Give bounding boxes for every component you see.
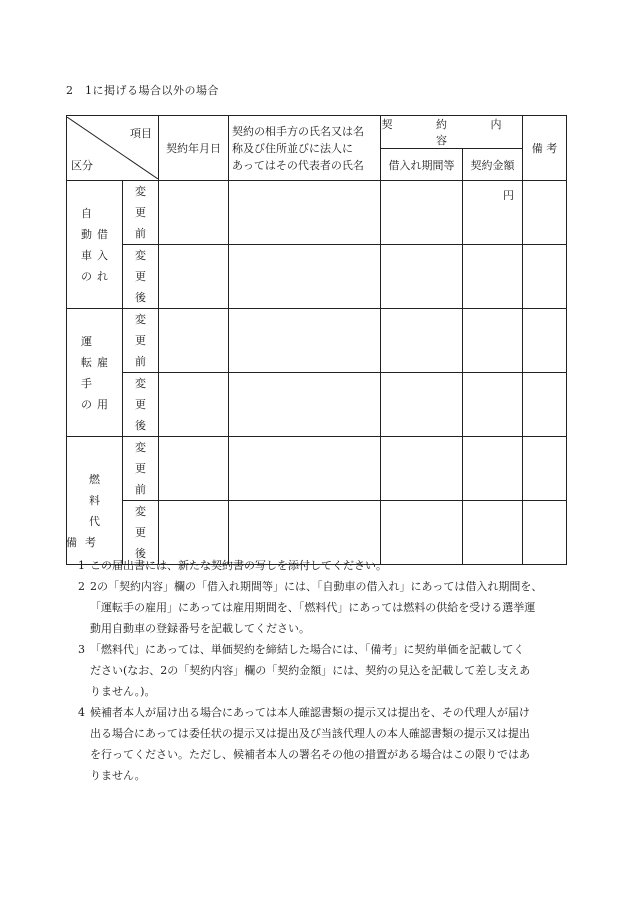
table-row [67, 181, 567, 245]
yen-unit: 円 [503, 189, 514, 202]
note-line: 候補者本人が届け出る場合にあっては本人確認書類の提示又は提出を、その代理人が届け [90, 706, 530, 719]
remarks-cell[interactable] [523, 245, 567, 309]
contract-date-cell[interactable] [159, 309, 229, 373]
period-cell[interactable] [381, 437, 463, 501]
period-header: 借入れ期間等 [381, 149, 463, 181]
amount-cell[interactable] [463, 373, 523, 437]
item-header-label: 項目 [130, 127, 152, 140]
note-line: この届出書には、新たな契約書の写しを添付してください。 [90, 559, 387, 572]
note-number: 4 [78, 706, 85, 719]
before-change-label: 変 更 前 [123, 437, 159, 501]
table-row [67, 245, 567, 309]
period-cell[interactable] [381, 181, 463, 245]
note-line: ださい(なお、2の「契約内容」欄の「契約金額」には、契約の見込を記載して差し支えあ [90, 664, 531, 677]
note-item [66, 576, 566, 639]
before-change-label: 変 更 前 [123, 309, 159, 373]
party-header-line-2: 称及び住所並びに法人に [232, 141, 353, 155]
table-row [67, 373, 567, 437]
party-name-cell[interactable] [229, 245, 381, 309]
diagonal-header-cell [67, 116, 159, 181]
period-cell[interactable] [381, 373, 463, 437]
notes-title: 備考 [66, 536, 104, 549]
amount-cell[interactable] [463, 245, 523, 309]
group-label-vehicle-rental: 自 動 車 の 借 入 れ [67, 181, 123, 309]
party-name-cell[interactable] [229, 373, 381, 437]
amount-cell[interactable] [463, 437, 523, 501]
note-line: 出る場合にあっては委任状の提示又は提出及び当該代理人の本人確認書類の提示又は提出 [90, 727, 530, 740]
table-row [67, 309, 567, 373]
contract-contents-header: 契 約 内 容 [381, 116, 523, 149]
table-row [67, 437, 567, 501]
remarks-header: 備 考 [523, 116, 567, 181]
group-label-driver-employment: 運 転 手 の 雇 用 [67, 309, 123, 437]
party-name-header [229, 116, 381, 181]
note-number: 1 [78, 559, 85, 572]
note-item [66, 702, 566, 786]
note-item [66, 639, 566, 702]
note-line: 2の「契約内容」欄の「借入れ期間等」には、「自動車の借入れ」にあっては借入れ期間を、 [90, 580, 543, 593]
amount-cell[interactable] [463, 309, 523, 373]
note-line: りません。 [90, 769, 146, 782]
note-number: 3 [78, 643, 85, 656]
after-change-label: 変 更 後 [123, 245, 159, 309]
party-header-line-1: 契約の相手方の氏名又は名 [232, 124, 364, 138]
contract-date-cell[interactable] [159, 373, 229, 437]
note-line: 「燃料代」にあっては、単価契約を締結した場合には、「備考」に契約単価を記載してく [90, 643, 525, 656]
party-name-cell[interactable] [229, 309, 381, 373]
period-cell[interactable] [381, 309, 463, 373]
note-line: りません。)。 [90, 685, 156, 698]
after-change-label: 変 更 後 [123, 501, 159, 565]
party-name-cell[interactable] [229, 181, 381, 245]
amount-header: 契約金額 [463, 149, 523, 181]
notes-section [66, 532, 566, 786]
contract-date-cell[interactable] [159, 437, 229, 501]
remarks-cell[interactable] [523, 373, 567, 437]
note-line: 「運転手の雇用」にあっては雇用期間を、「燃料代」にあっては燃料の供給を受ける選挙運 [90, 601, 536, 614]
contract-date-cell[interactable] [159, 181, 229, 245]
before-change-label: 変 更 前 [123, 181, 159, 245]
group-label-fuel-cost: 燃 料 代 [67, 437, 123, 565]
party-header-line-3: あってはその代表者の氏名 [232, 158, 364, 172]
remarks-cell[interactable] [523, 437, 567, 501]
remarks-cell[interactable] [523, 181, 567, 245]
header-row-1 [67, 116, 567, 149]
contract-change-table [66, 115, 567, 565]
note-number: 2 [78, 580, 85, 593]
amount-cell[interactable] [463, 181, 523, 245]
note-line: 動用自動車の登録番号を記載してください。 [90, 622, 310, 635]
after-change-label: 変 更 後 [123, 373, 159, 437]
contract-date-cell[interactable] [159, 245, 229, 309]
note-item [66, 555, 566, 576]
note-line: を行ってください。ただし、候補者本人の署名その他の措置がある場合はこの限りではあ [90, 748, 530, 761]
contract-date-header: 契約年月日 [159, 116, 229, 181]
kubun-header-label: 区分 [71, 159, 93, 172]
remarks-cell[interactable] [523, 309, 567, 373]
party-name-cell[interactable] [229, 437, 381, 501]
period-cell[interactable] [381, 245, 463, 309]
section-heading: 2 1に掲げる場合以外の場合 [66, 84, 219, 97]
